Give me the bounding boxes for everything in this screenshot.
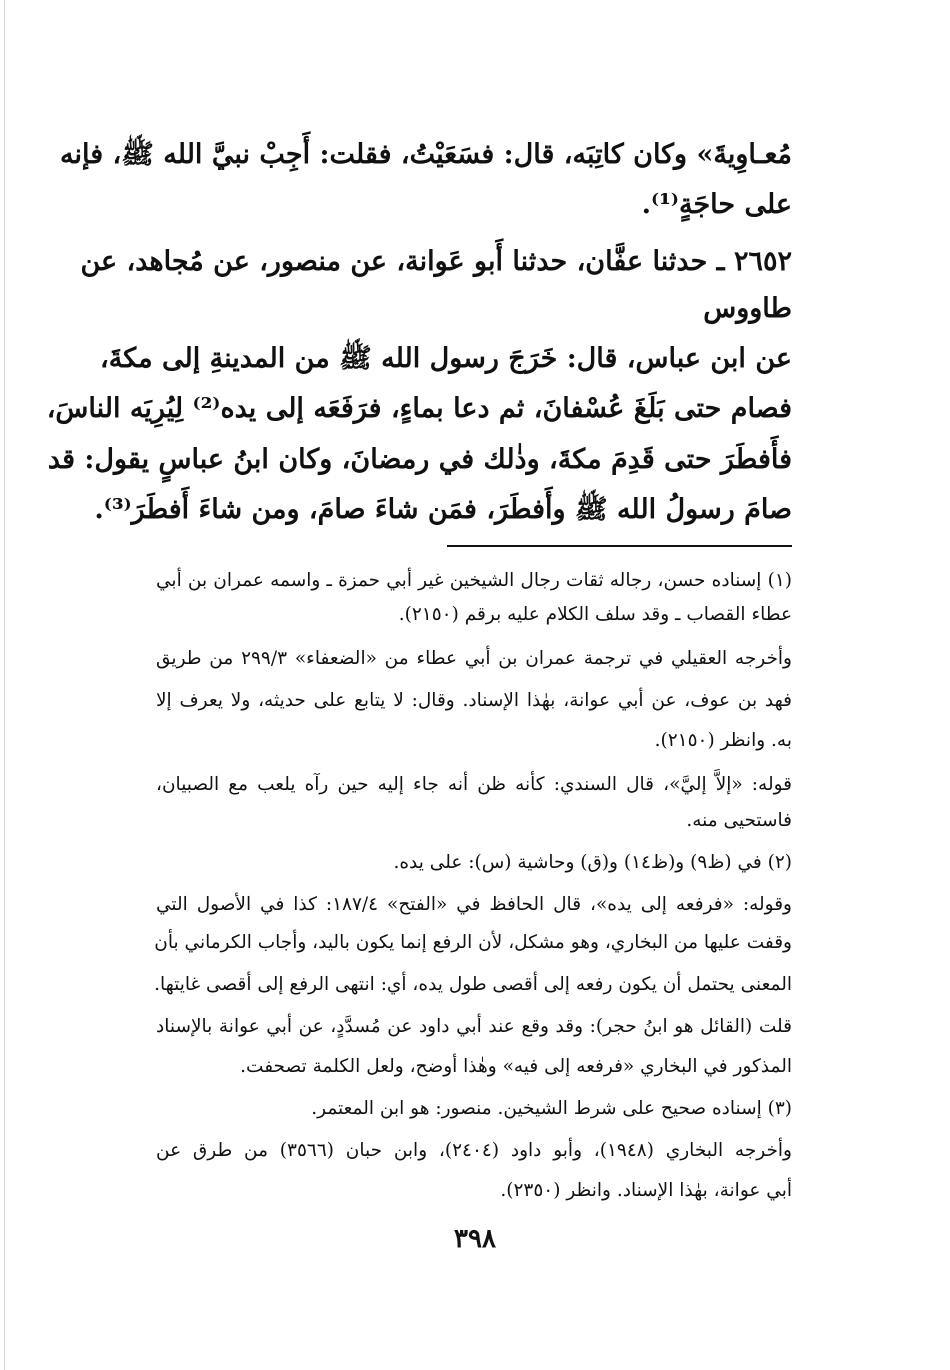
footnote-line: وقوله: «فرفعه إلى يده»، قال الحافظ في «الفتح» ١٨٧/٤: كذا في الأصول التي bbox=[156, 894, 792, 915]
footnote-line: فاستحيى منه. bbox=[686, 810, 792, 831]
footnote-line: قوله: «إلاَّ إليَّ»، قال السندي: كأنه ظن أنه جاء إليه حين رآه يلعب مع الصبيان، bbox=[156, 774, 792, 795]
hadith-body-line: صامَ رسولُ الله ﷺ وأَفطَرَ، فمَن شاءَ صامَ، ومن شاءَ أَفطَرَ⁽³⁾. bbox=[94, 494, 792, 525]
hadith-body-line: فصام حتى بَلَغَ عُسْفانَ، ثم دعا بماءٍ، فرَفَعَه إلى يده⁽²⁾ لِيُرِيَه الناسَ، bbox=[46, 393, 792, 424]
footnote-line: قلت (القائل هو ابنُ حجر): وقد وقع عند أبي داود عن مُسدَّدٍ، عن أبي عوانة بالإسناد bbox=[156, 1016, 792, 1037]
footnote-line: وقفت عليها من البخاري، وهو مشكل، لأن الرفع إنما يكون باليد، وأجاب الكرماني بأن bbox=[154, 932, 792, 953]
footnote-line: (٢) في (ظ٩) و(ظ١٤) و(ق) وحاشية (س): على يده. bbox=[393, 852, 792, 873]
page-number: ٣٩٨ bbox=[454, 1224, 496, 1254]
footnote-line: وأخرجه البخاري (١٩٤٨)، وأبو داود (٢٤٠٤)، وابن حبان (٣٥٦٦) من طرق عن bbox=[156, 1140, 792, 1161]
hadith-body-line: عن ابن عباس، قال: خَرَجَ رسول الله ﷺ من المدينةِ إلى مكةَ، bbox=[100, 343, 792, 374]
page-edge bbox=[4, 0, 5, 1370]
hadith-header-line: طاووس bbox=[703, 293, 792, 324]
footnote-line: أبي عوانة، بهٰذا الإسناد. وانظر (٢٣٥٠). bbox=[500, 1180, 792, 1201]
hadith-header-line: ٢٦٥٢ ـ حدثنا عفَّان، حدثنا أَبو عَوانة، عن منصور، عن مُجاهد، عن bbox=[80, 246, 792, 277]
main-text-line: على حاجَةٍ⁽¹⁾. bbox=[641, 189, 792, 220]
footnote-line: المعنى يحتمل أن يكون رفعه إلى أقصى طول يده، أي: انتهى الرفع إلى أقصى غايتها. bbox=[154, 974, 792, 995]
hadith-body-line: فأَفطَرَ حتى قَدِمَ مكةَ، وذٰلك في رمضانَ، وكان ابنُ عباسٍ يقول: قد bbox=[47, 444, 792, 475]
footnote-line: (٣) إسناده صحيح على شرط الشيخين. منصور: هو ابن المعتمر. bbox=[311, 1098, 792, 1119]
footnote-line: فهد بن عوف، عن أبي عوانة، بهٰذا الإسناد. وقال: لا يتابع على حديثه، ولا يعرف إلا bbox=[156, 690, 792, 711]
footnote-line: به. وانظر (٢١٥٠). bbox=[654, 730, 792, 751]
main-text-line: مُعـاوِيةَ» وكان كاتِبَه، قال: فسَعَيْتُ، فقلت: أَجِبْ نبيَّ الله ﷺ، فإنه bbox=[60, 139, 792, 170]
footnote-line: عطاء القصاب ـ وقد سلف الكلام عليه برقم (٢١٥٠). bbox=[398, 604, 792, 625]
footnote-line: وأخرجه العقيلي في ترجمة عمران بن أبي عطاء من «الضعفاء» ٢٩٩/٣ من طريق bbox=[156, 648, 792, 669]
footnote-separator bbox=[447, 545, 792, 547]
footnote-line: (١) إسناده حسن، رجاله ثقات رجال الشيخين غير أبي حمزة ـ واسمه عمران بن أبي bbox=[156, 570, 792, 591]
footnote-line: المذكور في البخاري «فرفعه إلى فيه» وهٰذا أوضح، ولعل الكلمة تصحفت. bbox=[240, 1056, 792, 1077]
